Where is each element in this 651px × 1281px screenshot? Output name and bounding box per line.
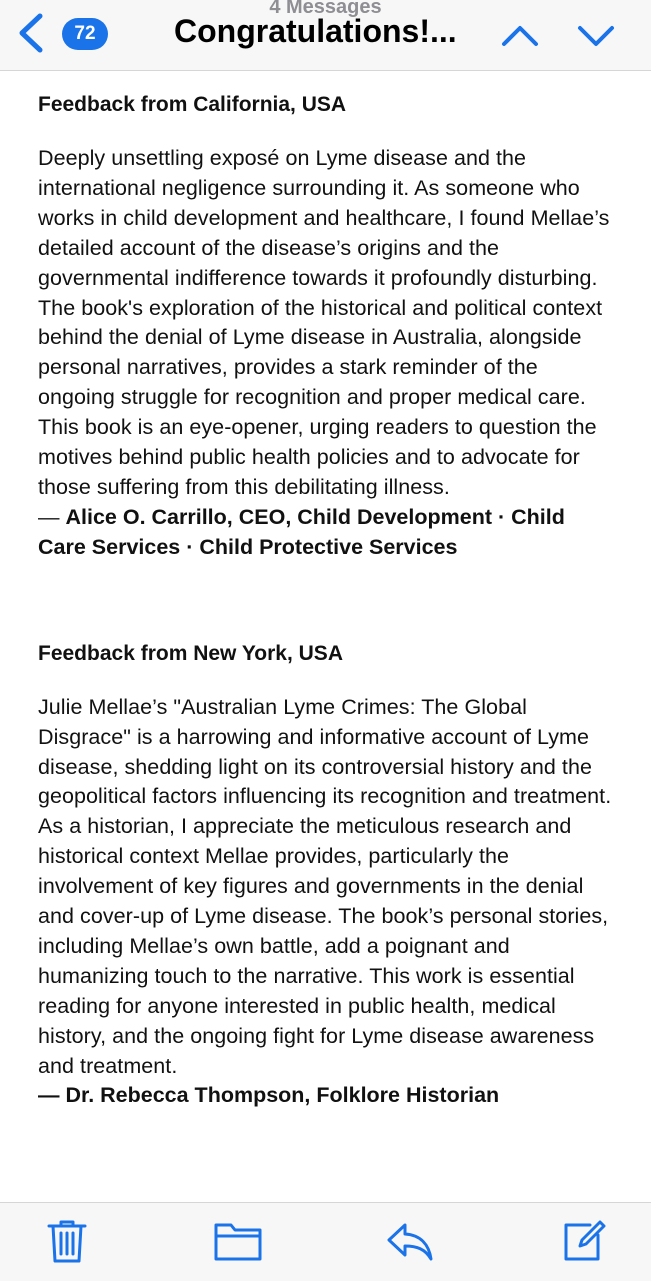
attribution-name: Dr. Rebecca Thompson, Folklore Historian — [65, 1083, 500, 1108]
thread-title: Congratulations!... — [174, 13, 457, 49]
message-count: 4 Messages — [269, 0, 382, 18]
feedback-attribution — [38, 503, 618, 563]
message-body — [38, 92, 618, 1111]
trash-icon[interactable] — [46, 1219, 88, 1265]
folder-icon[interactable] — [213, 1219, 263, 1263]
feedback-text: Deeply unsettling exposé on Lyme disease and the international negligence surrounding it. As someone who works in child development and healthcare, I found Mellae’s detailed account of the disease’s origins and the governmental indifference towards it profoundly disturbing. The book's exploration of the historical and political context behind the denial of Lyme disease in Australia, alongside personal narratives, provides a stark reminder of the ongoing struggle for recognition and proper medical care. This book is an eye-opener, urging readers to question the motives behind public health policies and to advocate for those suffering from this debilitating illness. — [38, 146, 610, 499]
back-chevron-icon[interactable] — [14, 12, 48, 54]
feedback-text: Julie Mellae’s "Australian Lyme Crimes: The Global Disgrace" is a harrowing and informative account of Lyme disease, shedding light on its controversial history and the geopolitical factors influencing its recognition and treatment. As a historian, I appreciate the meticulous research and historical context Mellae provides, particularly the involvement of key figures and governments in the denial and cover-up of Lyme disease. The book’s personal stories, including Mellae’s own battle, add a poignant and humanizing touch to the narrative. This work is essential reading for anyone interested in public health, medical history, and the ongoing fight for Lyme disease awareness and treatment. — [38, 694, 612, 1078]
feedback-heading: Feedback from California, USA — [38, 93, 347, 116]
attribution-name: Alice O. Carrillo, CEO, Child Development · Child Care Services · Child Protective Services — [38, 504, 565, 559]
attribution-dash: — — [38, 504, 66, 529]
previous-message-icon[interactable] — [500, 20, 540, 50]
reply-icon[interactable] — [385, 1219, 435, 1263]
attribution-dash: — — [38, 1083, 66, 1108]
compose-icon[interactable] — [560, 1219, 606, 1265]
bottom-toolbar — [0, 1202, 651, 1281]
unread-count-badge[interactable]: 72 — [62, 18, 108, 50]
feedback-heading: Feedback from New York, USA — [38, 641, 343, 665]
feedback-section — [38, 92, 618, 563]
next-message-icon[interactable] — [576, 20, 616, 50]
navigation-bar — [0, 0, 651, 71]
feedback-section — [38, 641, 618, 1112]
feedback-attribution — [38, 1081, 618, 1111]
